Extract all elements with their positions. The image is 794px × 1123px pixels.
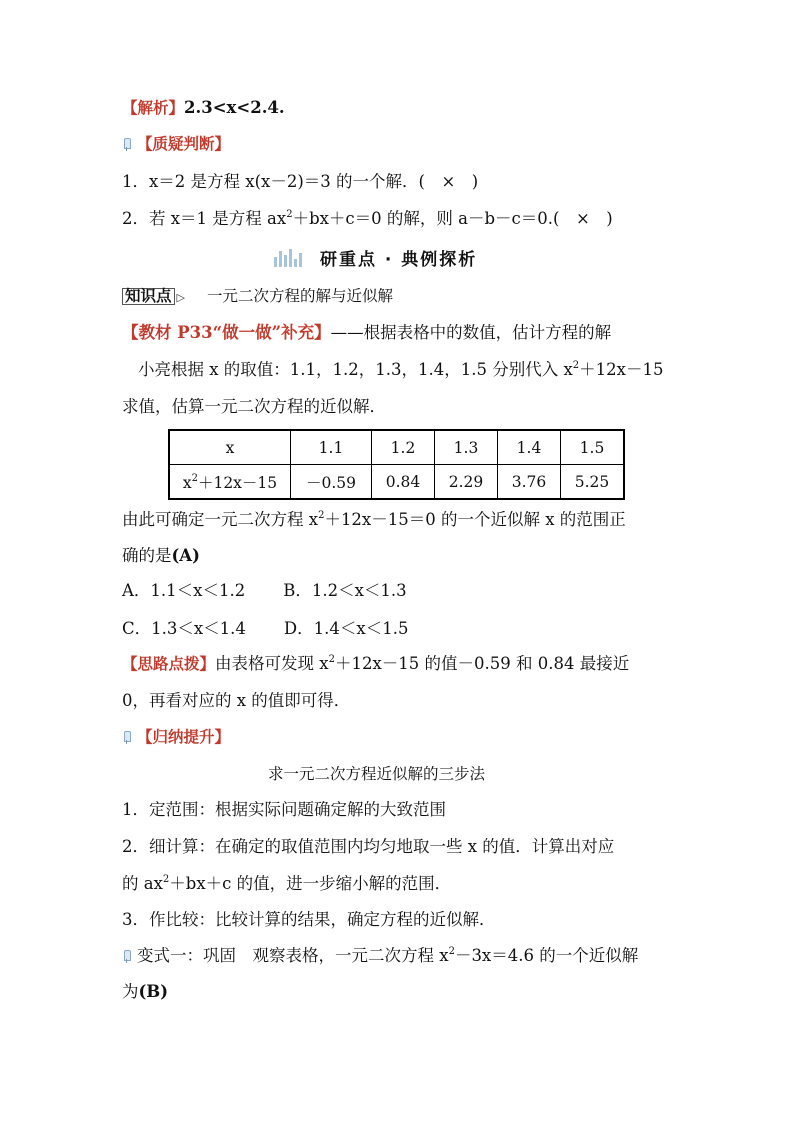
table-row	[169, 465, 624, 500]
superscript: 2	[448, 946, 455, 957]
doubt-item-2	[122, 208, 613, 230]
table-cell: 5.25	[561, 465, 625, 500]
pin-icon	[122, 731, 131, 743]
hint-line-1	[122, 653, 629, 675]
variant-line-1-post: －3x＝4.6 的一个近似解	[454, 946, 639, 965]
summary-step-3-text: 3．作比较：比较计算的结果，确定方程的近似解．	[122, 910, 496, 929]
question-line-2	[122, 545, 200, 567]
summary-step-2-cont	[122, 873, 451, 895]
answer-label: (B)	[138, 982, 169, 1001]
superscript: 2	[328, 654, 335, 665]
analysis-text: 2.3<x<2.4.	[184, 98, 285, 117]
problem-line-1-pre: 小亮根据 x 的取值：1.1，1.2，1.3，1.4，1.5 分别代入 x	[138, 360, 573, 379]
table-row	[169, 430, 624, 465]
option-c: C．1.3＜x＜1.4	[122, 619, 246, 638]
question-line-1-pre: 由此可确定一元二次方程 x	[122, 510, 319, 529]
knowledge-point-title: 一元二次方程的解与近似解	[206, 287, 393, 305]
table-cell: x	[169, 430, 291, 465]
pin-icon	[122, 138, 131, 150]
summary-tag: 【归纳提升】	[137, 728, 231, 746]
summary-title: 求一元二次方程近似解的三步法	[268, 765, 486, 783]
summary-step-3	[122, 909, 496, 931]
summary-title-line	[268, 763, 485, 785]
option-d: D．1.4＜x＜1.5	[283, 619, 409, 638]
values-table	[168, 429, 625, 500]
table-cell: 1.4	[498, 430, 561, 465]
variant-line-2-text: 为	[122, 982, 139, 1001]
superscript: 2	[572, 360, 580, 371]
question-line-1	[122, 509, 626, 531]
table-cell: －0.59	[291, 465, 372, 500]
problem-line-1-post: ＋12x－15	[579, 360, 664, 379]
superscript: 2	[162, 874, 170, 885]
table-cell: 1.1	[291, 430, 372, 465]
summary-heading	[122, 726, 230, 748]
summary-step-1-text: 1．定范围：根据实际问题确定解的大致范围	[122, 800, 446, 819]
doubt-heading	[122, 133, 230, 155]
knowledge-point-box: 知识点	[122, 288, 175, 305]
summary-step-2	[122, 836, 614, 858]
cell-text: x	[182, 473, 192, 492]
hint-tag: 【思路点拨】	[122, 655, 216, 673]
summary-step-1	[122, 799, 446, 821]
doubt-item-2-post: ＋bx＋c＝0 的解，则 a－b－c＝0.( × )	[292, 209, 613, 228]
variant-line-1	[122, 945, 638, 967]
table-cell	[169, 465, 291, 500]
textbook-tag: 【教材 P33“做一做”补充】	[122, 323, 331, 342]
knowledge-point-line	[122, 285, 393, 309]
question-line-2-text: 确的是	[122, 546, 172, 565]
answer-label: (A)	[171, 546, 200, 565]
textbook-text: ——根据表格中的数值，估计方程的解	[330, 323, 612, 342]
superscript: 2	[286, 209, 293, 220]
problem-line-2	[122, 396, 386, 418]
options-row-1	[122, 580, 407, 602]
table-cell: 1.5	[561, 430, 625, 465]
table-cell: 1.2	[372, 430, 435, 465]
cell-text: ＋12x－15	[197, 473, 278, 492]
doubt-item-2-pre: 2．若 x＝1 是方程 ax	[122, 209, 287, 228]
pin-icon	[122, 950, 131, 962]
variant-line-2	[122, 981, 168, 1003]
summary-step-2-cont-pre: 的 ax	[122, 874, 163, 893]
superscript: 2	[191, 472, 198, 484]
table-cell: 0.84	[372, 465, 435, 500]
question-line-1-post: ＋12x－15＝0 的一个近似解 x 的范围正	[324, 510, 626, 529]
problem-line-1	[138, 359, 663, 381]
analysis-tag: 【解析】	[122, 99, 185, 117]
option-b: B．1.2＜x＜1.3	[283, 581, 407, 600]
hint-line-2	[122, 690, 350, 712]
table-cell: 3.76	[498, 465, 561, 500]
variant-line-1-pre: 变式一：巩固 观察表格，一元二次方程 x	[137, 946, 449, 965]
doubt-tag: 【质疑判断】	[137, 135, 231, 153]
doubt-item-1	[122, 171, 478, 193]
hint-line-1-post: ＋12x－15 的值－0.59 和 0.84 最接近	[334, 654, 630, 673]
table-cell: 2.29	[435, 465, 498, 500]
hint-line-2-text: 0，再看对应的 x 的值即可得．	[122, 691, 351, 710]
problem-line-2-text: 求值，估算一元二次方程的近似解．	[122, 397, 386, 416]
analysis-line	[122, 97, 285, 119]
textbook-line	[122, 322, 611, 344]
summary-step-2-cont-post: ＋bx＋c 的值，进一步缩小解的范围．	[169, 874, 452, 893]
table-cell: 1.3	[435, 430, 498, 465]
section-banner	[272, 245, 477, 269]
section-banner-title: 研重点 · 典例探析	[320, 249, 478, 270]
options-row-2	[122, 618, 408, 640]
doubt-item-1-text: 1．x＝2 是方程 x(x－2)＝3 的一个解．( × )	[122, 172, 479, 191]
banner-decoration-icon	[272, 247, 308, 267]
arrow-icon: ▷	[176, 291, 185, 304]
option-a: A．1.1＜x＜1.2	[122, 581, 246, 600]
summary-step-2-text: 2．细计算：在确定的取值范围内均匀地取一些 x 的值．计算出对应	[122, 837, 615, 856]
superscript: 2	[318, 510, 325, 521]
hint-line-1-pre: 由表格可发现 x	[215, 654, 329, 673]
